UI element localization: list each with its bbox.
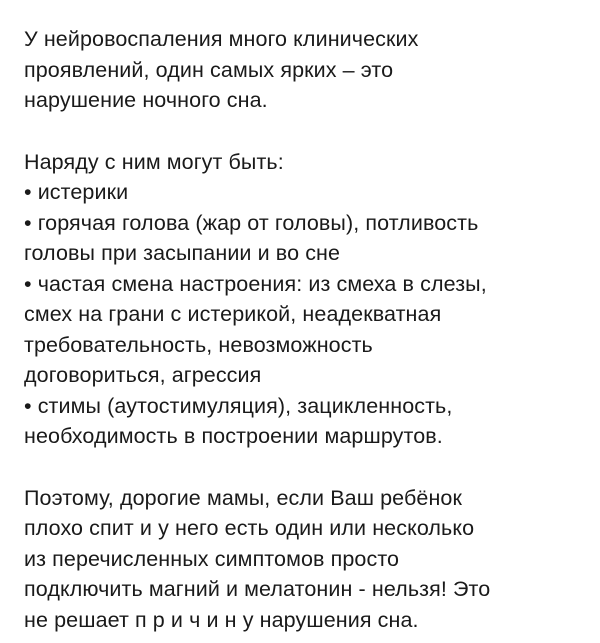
symptom-line: • истерики — [24, 180, 129, 204]
text-line: проявлений, один самых ярких – это — [24, 57, 394, 82]
text-line: из перечисленных симптомов просто — [24, 546, 400, 571]
symptom-line: головы при засыпании и во сне — [24, 241, 341, 265]
conclusion-paragraph — [24, 483, 590, 636]
post-text — [24, 24, 590, 635]
text-line: не решает п р и ч и н у нарушения сна. — [24, 607, 419, 632]
symptom-line: договориться, агрессия — [24, 363, 262, 387]
symptom-line: смех на грани с истерикой, неадекватная — [24, 302, 442, 326]
symptom-line: • стимы (аутостимуляция), зацикленность, — [24, 393, 453, 418]
text-line: У нейровоспаления много клинических — [24, 27, 419, 51]
text-line: Поэтому, дорогие мамы, если Ваш ребёнок — [24, 485, 462, 510]
text-line: плохо спит и у него есть один или несколько — [24, 516, 475, 540]
symptoms-paragraph — [24, 147, 590, 452]
text-line: нарушение ночного сна. — [24, 88, 268, 112]
symptom-line: • горячая голова (жар от головы), потливость — [24, 210, 479, 235]
paragraph-gap — [24, 116, 590, 147]
text-line: подключить магний и мелатонин - нельзя! Это — [24, 577, 491, 601]
paragraph-gap — [24, 452, 590, 483]
symptom-line: • частая смена настроения: из смеха в слезы, — [24, 271, 487, 296]
symptoms-heading: Наряду с ним могут быть: — [24, 149, 284, 174]
intro-paragraph — [24, 24, 590, 116]
symptom-line: требовательность, невозможность — [24, 332, 373, 357]
symptom-line: необходимость в построении маршрутов. — [24, 424, 443, 448]
